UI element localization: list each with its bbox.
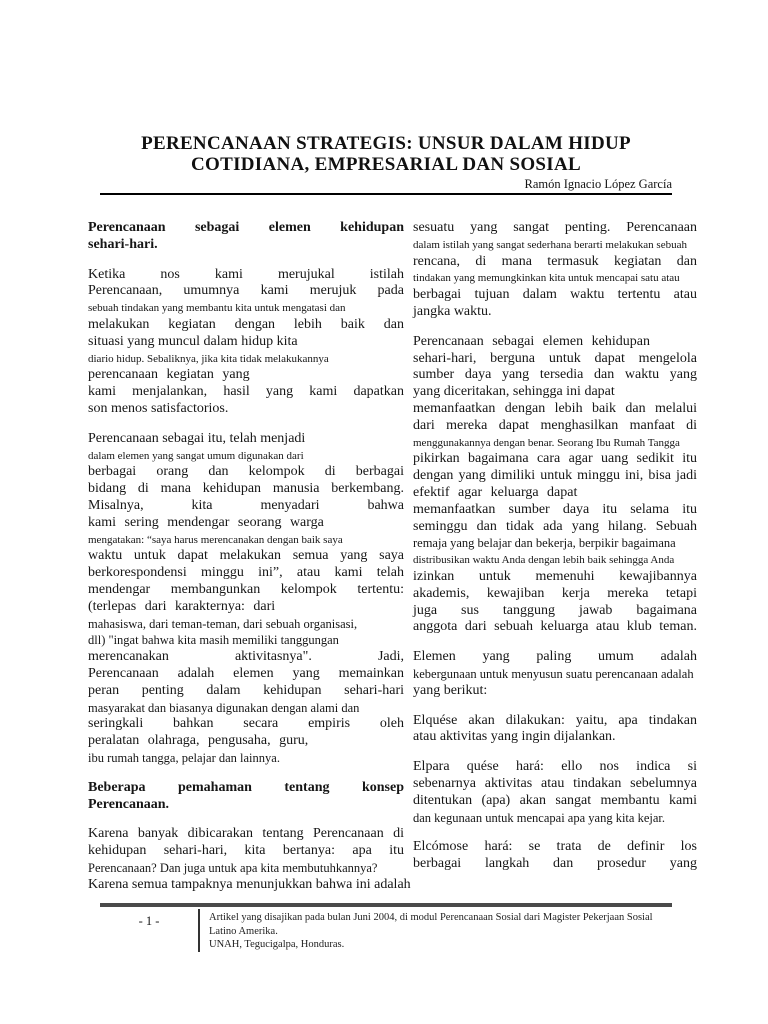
text-line: sesuatu yang sangat penting. Perencanaan bbox=[413, 220, 697, 235]
text-line: merencanakan aktivitasnya". Jadi, bbox=[88, 649, 404, 665]
text-line: mahasiswa, dari teman-teman, dari sebuah organisasi, bbox=[88, 616, 358, 631]
text-line: Beberapa pemahaman tentang konsep bbox=[88, 779, 404, 795]
text-line: memanfaatkan dengan lebih baik dan melalui bbox=[413, 400, 697, 416]
text-line: kebergunaan untuk menyusun suatu perencanaan adalah bbox=[413, 666, 694, 681]
paragraph bbox=[413, 839, 697, 873]
footnote-line-1: Artikel yang disajikan pada bulan Juni 2004, di modul Perencanaan Sosial dari Magister Pekerjaan Sosial Latino Amerika. bbox=[209, 912, 653, 937]
text-line: juga sus tanggung jawab bagaimana bbox=[413, 602, 697, 618]
text-line: mendengar membangunkan kelompok tertentu: bbox=[88, 581, 404, 597]
text-line: ibu rumah tangga, pelajar dan lainnya. bbox=[88, 750, 280, 765]
text-line: ditentukan (apa) akan sangat membantu kami bbox=[413, 792, 697, 808]
paragraph bbox=[413, 334, 697, 636]
text-line: peran penting dalam kehidupan sehari-hari bbox=[88, 682, 404, 698]
text-line: Perencanaan. bbox=[88, 796, 170, 812]
paragraph bbox=[413, 649, 697, 699]
text-line: memanfaatkan sumber daya itu selama itu bbox=[413, 501, 697, 517]
title-line-2: COTIDIANA, EMPRESARIAL DAN SOSIAL bbox=[191, 154, 581, 175]
text-line: dll) "ingat bahwa kita masih memiliki tanggungan bbox=[88, 633, 339, 648]
text-line: sumber daya yang tersedia dan waktu yang bbox=[413, 367, 697, 383]
text-line: seminggu dan tidak ada yang hilang. Sebuah bbox=[413, 518, 697, 534]
article-title bbox=[100, 133, 672, 175]
text-line: remaja yang belajar dan bekerja, berpikir bagaimana bbox=[413, 536, 676, 551]
text-line: sebuah tindakan yang membantu kita untuk mengatasi dan bbox=[88, 302, 346, 315]
footer-rule bbox=[100, 903, 672, 907]
text-line: berbagai langkah dan prosedur yang bbox=[413, 856, 697, 872]
document-header bbox=[100, 133, 672, 195]
document-body bbox=[88, 220, 700, 893]
text-line: akademis, kewajiban kerja mereka tetapi bbox=[413, 585, 697, 601]
text-line: sehari-hari. bbox=[88, 236, 158, 252]
text-line: yang berikut: bbox=[413, 682, 488, 698]
text-line: dalam elemen yang sangat umum digunakan dari bbox=[88, 449, 304, 462]
text-line: kami menjalankan, hasil yang kami dapatkan bbox=[88, 384, 404, 400]
text-line: izinkan untuk memenuhi kewajibannya bbox=[413, 568, 697, 584]
author-name: Ramón Ignacio López García bbox=[524, 177, 672, 191]
text-line: anggota dari sebuah keluarga atau klub teman. bbox=[413, 619, 697, 635]
text-line: Perencanaan adalah elemen yang memainkan bbox=[88, 665, 404, 681]
text-line: jangka waktu. bbox=[413, 303, 492, 319]
text-line: peralatan olahraga, pengusaha, guru, bbox=[88, 733, 309, 749]
text-line: kami sering mendengar seorang warga bbox=[88, 514, 324, 530]
text-line: yang diceritakan, sehingga ini dapat bbox=[413, 384, 615, 400]
paragraph bbox=[88, 267, 404, 418]
text-line: Ketika nos kami merujukal istilah bbox=[88, 266, 404, 282]
section-heading bbox=[88, 780, 404, 814]
text-line: rencana, di mana termasuk kegiatan dan bbox=[413, 253, 697, 269]
text-line: situasi yang muncul dalam hidup kita bbox=[88, 333, 298, 349]
text-line: Karena banyak dibicarakan tentang Perencanaan di bbox=[88, 826, 404, 842]
text-line: menggunakannya dengan benar. Seorang Ibu Rumah Tangga bbox=[413, 436, 680, 449]
text-line: atau aktivitas yang ingin dijalankan. bbox=[413, 729, 616, 745]
text-line: bidang di mana kehidupan manusia berkembang. bbox=[88, 481, 404, 497]
text-line: masyarakat dan biasanya digunakan dengan alami dan bbox=[88, 700, 360, 715]
text-line: Elpara quése hará: ello nos indica si bbox=[413, 759, 697, 775]
text-line: berbagai orang dan kelompok di berbagai bbox=[88, 464, 404, 480]
paragraph bbox=[413, 759, 697, 826]
left-column bbox=[88, 220, 411, 893]
footnote-line-2: UNAH, Tegucigalpa, Honduras. bbox=[209, 939, 345, 950]
text-line: berbagai tujuan dalam waktu tertentu atau bbox=[413, 287, 697, 303]
text-line: dengan yang dimiliki untuk minggu ini, bisa jadi bbox=[413, 468, 697, 484]
title-line-1: PERENCANAAN STRATEGIS: UNSUR DALAM HIDUP bbox=[141, 133, 631, 154]
right-column bbox=[413, 220, 697, 893]
text-line: sehari-hari, berguna untuk dapat mengelola bbox=[413, 350, 697, 366]
paragraph bbox=[88, 826, 411, 893]
text-line: efektif agar keluarga dapat bbox=[413, 484, 578, 500]
footer-row bbox=[100, 909, 672, 952]
text-line: mengatakan: “saya harus merencanakan dengan baik saya bbox=[88, 533, 343, 546]
paragraph bbox=[413, 220, 697, 321]
text-line: Elemen yang paling umum adalah bbox=[413, 649, 697, 665]
page-number: - 1 - bbox=[138, 914, 160, 928]
paragraph bbox=[88, 431, 404, 767]
paragraph bbox=[413, 713, 697, 747]
text-line: Perencanaan? Dan juga untuk apa kita membutuhkannya? bbox=[88, 860, 378, 875]
text-line: pikirkan bagaimana cara agar uang sedikit itu bbox=[413, 451, 697, 467]
document-footer bbox=[100, 903, 672, 952]
text-line: Karena semua tampaknya menunjukkan bahwa ini adalah bbox=[88, 876, 411, 892]
text-line: diario hidup. Sebaliknya, jika kita tidak melakukannya bbox=[88, 352, 329, 365]
footer-separator bbox=[198, 909, 200, 952]
text-line: Perencanaan sebagai elemen kehidupan bbox=[88, 220, 404, 235]
text-line: tindakan yang memungkinkan kita untuk mencapai satu atau bbox=[413, 272, 680, 285]
text-line: Elcómose hará: se trata de definir los bbox=[413, 839, 697, 855]
text-line: Elquése akan dilakukan: yaitu, apa tindakan bbox=[413, 712, 697, 728]
text-line: distribusikan waktu Anda dengan lebih baik sehingga Anda bbox=[413, 554, 675, 567]
header-rule bbox=[100, 193, 672, 195]
text-line: melakukan kegiatan dengan lebih baik dan bbox=[88, 316, 404, 332]
text-line: berkorespondensi minggu ini”, atau kami telah bbox=[88, 565, 404, 581]
text-line: kehidupan sehari-hari, kita bertanya: apa itu bbox=[88, 843, 404, 859]
text-line: perencanaan kegiatan yang bbox=[88, 367, 250, 383]
text-line: son menos satisfactorios. bbox=[88, 400, 229, 416]
text-line: seringkali bahkan secara empiris oleh bbox=[88, 716, 404, 732]
text-line: waktu untuk dapat melakukan semua yang saya bbox=[88, 548, 404, 564]
footnote bbox=[209, 909, 672, 952]
text-line: dari mereka dapat menghasilkan manfaat di bbox=[413, 417, 697, 433]
text-line: (terlepas dari karakternya: dari bbox=[88, 598, 276, 614]
text-line: Perencanaan sebagai itu, telah menjadi bbox=[88, 430, 306, 446]
text-line: dalam istilah yang sangat sederhana berarti melakukan sebuah bbox=[413, 238, 687, 251]
text-line: Perencanaan sebagai elemen kehidupan bbox=[413, 333, 650, 349]
text-line: sebenarnya aktivitas atau tindakan sebelumnya bbox=[413, 775, 697, 791]
text-line: Perencanaan, umumnya kami merujuk pada bbox=[88, 283, 404, 299]
text-line: dan kegunaan untuk mencapai apa yang kita kejar. bbox=[413, 810, 665, 825]
section-heading bbox=[88, 220, 404, 254]
text-line: Misalnya, kita menyadari bahwa bbox=[88, 497, 404, 513]
